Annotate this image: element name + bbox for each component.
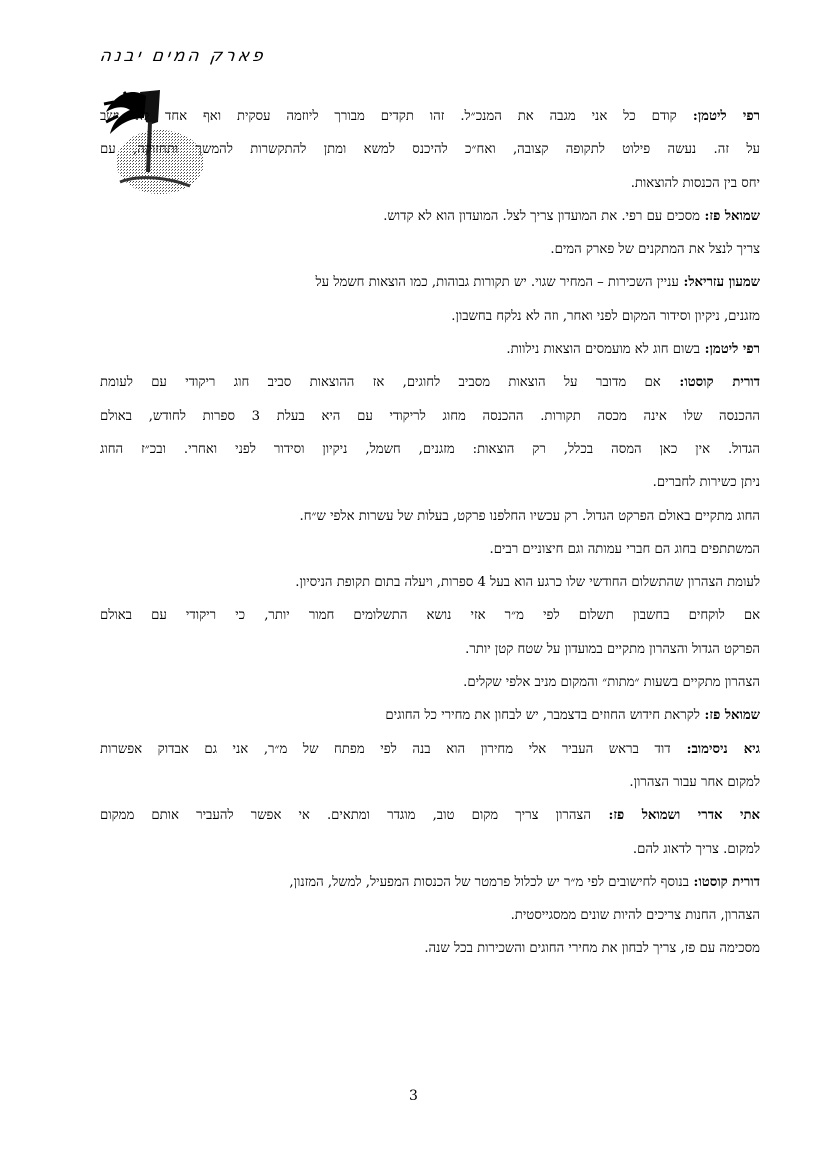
meeting-minutes-body (100, 100, 760, 966)
speaker-name: גיא ניסימוב (691, 741, 760, 757)
speaker-name: דורית קוסטו (684, 375, 761, 391)
text-line (100, 133, 760, 166)
text-line (100, 466, 760, 499)
line-text: הפרקט הגדול והצהרון מתקיים במועדון על שטח קטן יותר. (465, 641, 760, 657)
speaker-name: שמואל פז (709, 208, 760, 224)
text-line: שמואל פז: לקראת חידוש החוזים בדצמבר, יש לבחון את מחירי כל החוגים (385, 708, 760, 724)
line-text: למקום. צריך לדאוג להם. (632, 841, 760, 857)
text-line: רפי ליטמן: קודם כל אני מגבה את המנכ״ל. זהו תקדים מבורך ליוזמה עסקית ואף אחד לא ישב (100, 109, 760, 124)
speaker-name: רפי ליטמן (697, 109, 760, 124)
text-line (100, 500, 760, 533)
speaker-name: דורית קוסטו (698, 874, 760, 890)
text-line: אתי אדרי ושמואל פז: הצהרון צריך מקום טוב, מוגדר ומתאים. אי אפשר להעביר אותם ממקום (100, 808, 760, 824)
text-line (100, 833, 760, 866)
line-text: יחס בין הכנסות להוצאות. (630, 175, 760, 191)
line-text: למקום אחר עבור הצהרון. (629, 774, 760, 790)
text-line (100, 766, 760, 799)
line-text: דוד בראש העביר אלי מחירון הוא בנה לפי מפתח של מ״ר, אני גם אבדוק אפשרות (100, 741, 671, 757)
line-text: הצהרון, החנות צריכים להיות שונים ממסגייסטית. (510, 908, 760, 924)
text-line: גיא ניסימוב: דוד בראש העביר אלי מחירון הוא בנה לפי מפתח של מ״ר, אני גם אבדוק אפשרות (100, 741, 760, 757)
line-text: בשום חוג לא מועמסים הוצאות נילוות. (506, 342, 701, 358)
text-line (100, 666, 760, 699)
line-text: על זה. נעשה פילוט לתקופה קצובה, ואח״כ להיכנס למשא ומתן להתקשרות להמשך ותחזוקה, עם (100, 142, 760, 158)
text-line: שמואל פז: מסכים עם רפי. את המועדון צריך לצל. המועדון הוא לא קדוש. (383, 208, 760, 224)
text-line (100, 233, 760, 266)
speaker-name: שמעון עזריאל (688, 275, 760, 291)
text-line (100, 433, 760, 466)
line-text: החוג מתקיים באולם הפרקט הגדול. רק עכשיו החלפנו פרקט, בעלות של עשרות אלפי ש״ח. (299, 508, 760, 524)
text-line (100, 533, 760, 566)
line-text: קודם כל אני מגבה את המנכ״ל. זהו תקדים מבורך ליוזמה עסקית ואף אחד לא ישב (100, 109, 677, 124)
line-text: אם לוקחים בחשבון תשלום לפי מ״ר אזי נושא התשלומים חמור יותר, כי ריקודי עם באולם (100, 608, 760, 624)
text-line (100, 899, 760, 932)
line-text: אם מדובר על הוצאות מסביב לחוגים, אז ההוצאות סביב חוג ריקודי עם לעומת (100, 375, 661, 391)
line-text: לקראת חידוש החוזים בדצמבר, יש לבחון את מחירי כל החוגים (385, 708, 700, 724)
text-line: רפי ליטמן: בשום חוג לא מועמסים הוצאות נילוות. (506, 342, 760, 358)
line-text: מסכימה עם פז, צריך לבחון את מחירי החוגים והשכירות בכל שנה. (424, 941, 760, 957)
text-line (100, 300, 760, 333)
text-line (100, 566, 760, 599)
line-text: הצהרון מתקיים בשעות ״מתות״ והמקום מניב אלפי שקלים. (463, 675, 760, 691)
speaker-name: רפי ליטמן (709, 342, 760, 358)
text-line (100, 633, 760, 666)
text-line: דורית קוסטו: אם מדובר על הוצאות מסביב לחוגים, אז ההוצאות סביב חוג ריקודי עם לעומת (100, 375, 761, 391)
speaker-name: שמואל פז (709, 708, 760, 724)
line-text: הגדול. אין כאן המסה בכלל, רק הוצאות: מזגנים, חשמל, ניקיון וסידור לפני ואחרי. ובכ״ז החוג (100, 441, 760, 457)
line-text: ההכנסה שלו אינה מכסה תקורות. ההכנסה מחוג לריקודי עם היא בעלת 3 ספרות לחודש, באולם (100, 408, 760, 424)
header-title: פארק המים יבנה (98, 46, 268, 66)
text-line (100, 400, 760, 433)
speaker-name: אתי אדרי ושמואל פז (613, 808, 760, 824)
line-text: צריך לנצל את המתקנים של פארק המים. (550, 242, 760, 258)
line-text: המשתתפים בחוג הם חברי עמותה וגם חיצוניים רבים. (489, 541, 760, 557)
line-text: עניין השכירות – המחיר שגוי. יש תקורות גבוהות, כמו הוצאות חשמל על (315, 275, 679, 291)
line-text: לעומת הצהרון שהתשלום החודשי שלו כרגע הוא בעל 4 ספרות, ויעלה בתום תקופת הניסיון. (295, 575, 760, 591)
page-number: 3 (409, 1088, 418, 1104)
line-text: מסכים עם רפי. את המועדון צריך לצל. המועדון הוא לא קדוש. (383, 208, 700, 224)
text-line: שמעון עזריאל: עניין השכירות – המחיר שגוי. יש תקורות גבוהות, כמו הוצאות חשמל על (315, 275, 760, 291)
line-text: הצהרון צריך מקום טוב, מוגדר ומתאים. אי אפשר להעביר אותם ממקום (100, 808, 591, 824)
line-text: ניתן כשירות לחברים. (652, 475, 760, 491)
text-line (100, 599, 760, 632)
line-text: מזגנים, ניקיון וסידור המקום לפני ואחר, וזה לא נלקח בחשבון. (451, 308, 760, 324)
line-text: בנוסף לחישובים לפי מ״ר יש לכלול פרמטר של הכנסות המפעיל, למשל, המזנון, (289, 874, 689, 890)
text-line (100, 932, 760, 965)
text-line: דורית קוסטו: בנוסף לחישובים לפי מ״ר יש לכלול פרמטר של הכנסות המפעיל, למשל, המזנון, (289, 874, 760, 890)
text-line (100, 167, 760, 200)
